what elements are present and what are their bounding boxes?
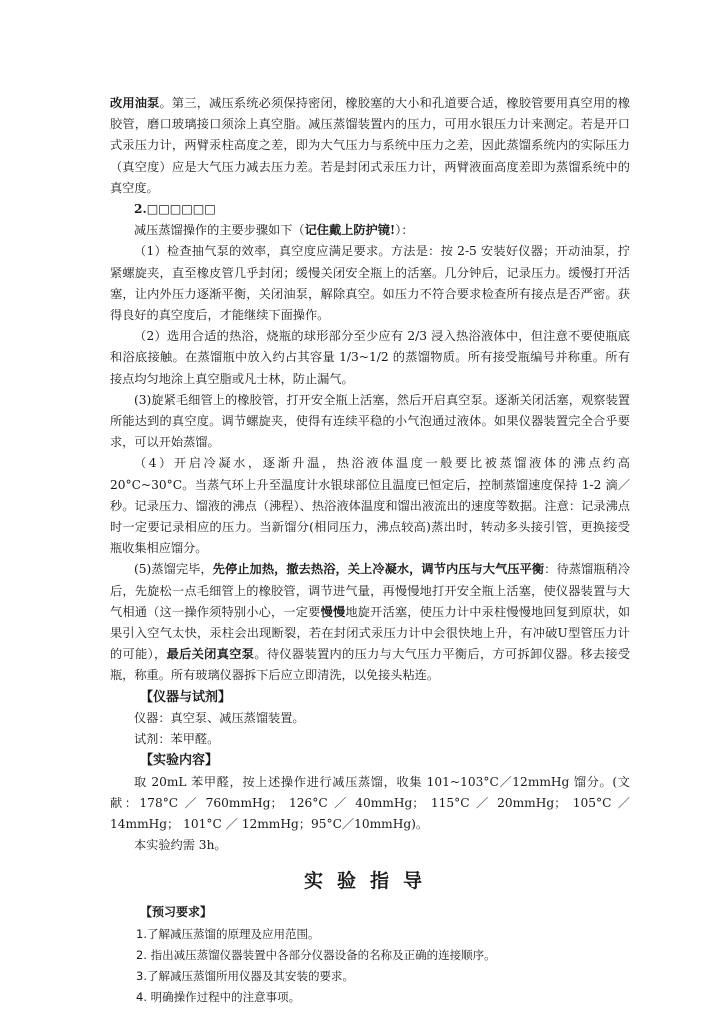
preview-item: 2. 指出减压蒸馏仪器装置中各部分仪器设备的名称及正确的连接顺序。 xyxy=(136,947,496,962)
preview-heading: 【预习要求】 xyxy=(140,905,213,920)
step-2: （2）选用合适的热浴，烧瓶的球形部分至少应有 2/3 浸入热浴液体中，但注意不要使瓶底和浴底接触。在蒸馏瓶中放入约占其容量 1/3~1/2 的蒸馏物质。所有接受瓶编号并称重。所有接点均匀地涂上真空脂或凡士林，防止漏气。 xyxy=(110,329,630,386)
step-3: (3)旋紧毛细管上的橡胶管，打开安全瓶上活塞，然后开启真空泵。逐渐关闭活塞，观察装置所能达到的真空度。调节螺旋夹，使得有连续平稳的小气泡通过液体。如果仪器装置完全合乎要求，可以开始蒸馏。 xyxy=(110,392,630,450)
step-4: （4）开启冷凝水，逐渐升温，热浴液体温度一般要比被蒸馏液体的沸点约高 20°C~30°C。当蒸气环上升至温度计水银球部位且温度已恒定后，控制蒸馏速度保持 1-2 滴／秒。记录压力、馏液的沸点（沸程）、热浴液体温度和馏出液流出的速度等数据。注意：记录沸点时一定要记录相应的压力。当新馏分(相同压力，沸点较高)蒸出时，转动多头接引管，更换接受瓶收集相应馏分。 xyxy=(110,456,630,556)
instruments-heading: 【仪器与试剂】 xyxy=(140,689,232,705)
page-content xyxy=(110,93,630,1008)
section-2-heading: 2.□□□□□□ xyxy=(134,202,216,217)
step-5-d: 地旋开活塞，使压力计中汞柱慢慢地回复到原状，如果引入空气太快，汞柱会出现断裂，若在封闭式汞压力计中会很快地上升，有冲破U型管压力计的可能）， xyxy=(110,604,631,662)
duration-line: 本实验约需 3h。 xyxy=(134,838,227,853)
intro-text: 。第三，减压系统必须保持密闭，橡胶塞的大小和孔道要合适，橡胶管要用真空用的橡胶管，磨口玻璃接口须涂上真空脂。减压蒸馏装置内的压力，可用水银压力计来测定。若是开口式汞压力计，两臂汞柱高度之差，即为大气压力与系统中压力之差，因此蒸馏系统内的实际压力（真空度）应是大气压力减去压力差。若是封闭式汞压力计，两臂液面高度差即为蒸馏系统中的真空度。 xyxy=(110,96,631,195)
guide-title: 实验指导 xyxy=(303,870,436,893)
step-5 xyxy=(110,559,630,686)
step-5-a: (5)蒸馏完毕， xyxy=(134,562,213,577)
step-5-c: ：待蒸馏瓶稍冷后，先旋松一点毛细管上的橡胶管，调节进气量，再慢慢地打开安全瓶上活塞，使仪器装置与大气相通（这一操作须特别小心，一定要 xyxy=(110,562,631,619)
step-5-bold-1: 先停止加热，撤去热浴，关上冷凝水，调节内压与大气压平衡 xyxy=(212,562,545,577)
steps-intro xyxy=(110,220,630,241)
step-1: （1）检查抽气泵的效率，真空度应满足要求。方法是：按 2-5 安装好仪器；开动油泵，拧紧螺旋夹，直至橡皮管几乎封闭；缓慢关闭安全瓶上的活塞。几分钟后，记录压力。缓慢打开活塞，让内外压力逐渐平衡，关闭油泵，解除真空。如压力不符合要求检查所有接点是否严密。获得良好的真空度后，才能继续下面操作。 xyxy=(110,244,630,323)
reagents-line: 试剂：苯甲醛。 xyxy=(134,732,220,747)
step-5-e: 。待仪器装置内的压力与大气压力平衡后，方可拆卸仪器。移去接受瓶，称重。所有玻璃仪器拆下后应立即清洗，以免接头粘连。 xyxy=(110,647,631,683)
instruments-line: 仪器：真空泵、减压蒸馏装置。 xyxy=(134,710,305,725)
intro-bold-lead: 改用油泵 xyxy=(110,96,160,110)
steps-intro-bold: 记住戴上防护镜! xyxy=(304,223,396,238)
steps-intro-text: 减压蒸馏操作的主要步骤如下（ xyxy=(134,223,305,238)
intro-paragraph xyxy=(110,93,630,199)
steps-intro-end: ）： xyxy=(395,223,414,238)
step-5-bold-2: 慢慢 xyxy=(320,604,346,619)
content-heading: 【实验内容】 xyxy=(140,753,219,769)
preview-item: 1.了解减压蒸馏的原理及应用范围。 xyxy=(136,926,320,941)
preview-item: 3.了解减压蒸馏所用仪器及其安装的要求。 xyxy=(136,968,354,983)
preview-item: 4. 明确操作过程中的注意事项。 xyxy=(136,990,301,1005)
step-5-bold-3: 最后关闭真空泵 xyxy=(166,647,255,662)
content-text: 取 20mL 苯甲醛，按上述操作进行减压蒸馏，收集 101~103°C／12mmHg 馏分。(文献：178°C ／ 760mmHg； 126°C ／ 40mmHg； 115°C ／ 20mmHg； 105°C ／ 14mmHg； 101°C ／ 12mmHg；95°C／10mmHg)。 xyxy=(110,774,630,831)
